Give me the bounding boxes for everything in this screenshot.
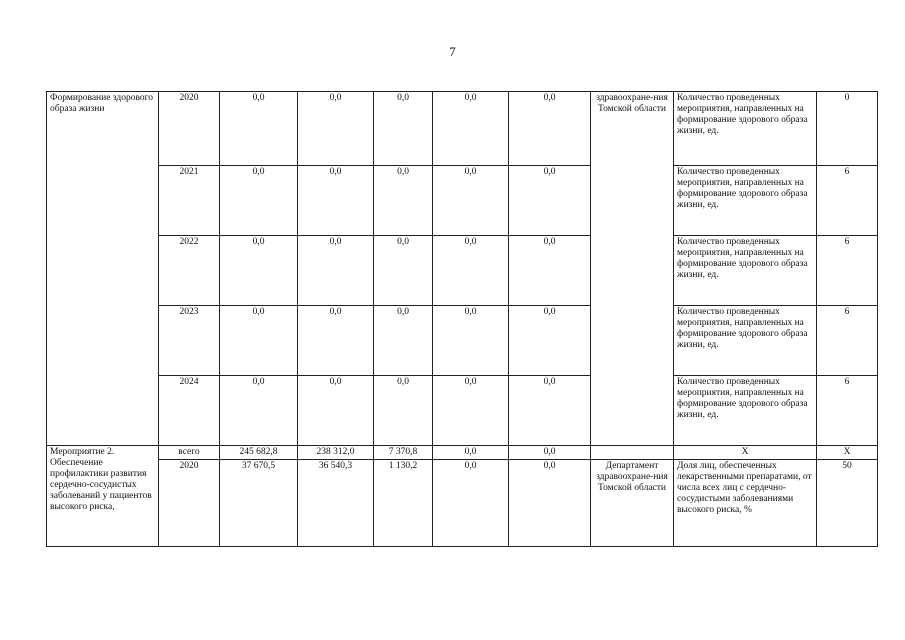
- year-cell: 2022: [159, 236, 220, 306]
- executor-cell: здравоохране-ния Томской области: [591, 92, 674, 446]
- value-cell: 0,0: [433, 166, 509, 236]
- table-row: [47, 460, 878, 547]
- table-row: [47, 376, 878, 446]
- value-cell: 37 670,5: [220, 460, 298, 547]
- executor-cell-empty: [591, 446, 674, 460]
- value-cell: 0,0: [433, 460, 509, 547]
- value-cell: 0,0: [220, 236, 298, 306]
- table-row: [47, 166, 878, 236]
- value-cell: 1 130,2: [374, 460, 433, 547]
- indicator-value: 6: [817, 306, 878, 376]
- measure-name: Мероприятие 2. Обеспечение профилактики развития сердечно-сосудистых заболеваний у пациентов высокого риска,: [47, 446, 159, 547]
- value-cell: 0,0: [433, 92, 509, 166]
- value-cell: 0,0: [509, 236, 591, 306]
- year-cell: 2023: [159, 306, 220, 376]
- value-cell: 0,0: [433, 306, 509, 376]
- value-cell: 0,0: [433, 236, 509, 306]
- indicator-value: X: [817, 446, 878, 460]
- value-cell: 7 370,8: [374, 446, 433, 460]
- value-cell: 0,0: [220, 166, 298, 236]
- value-cell: 245 682,8: [220, 446, 298, 460]
- year-cell: 2020: [159, 92, 220, 166]
- indicator-value: 6: [817, 166, 878, 236]
- indicator-value: 0: [817, 92, 878, 166]
- value-cell: 0,0: [509, 306, 591, 376]
- value-cell: 0,0: [509, 446, 591, 460]
- value-cell: 0,0: [374, 236, 433, 306]
- indicator-cell: Количество проведенных мероприятия, направленных на формирование здорового образа жизни, ед.: [674, 236, 817, 306]
- total-label: всего: [159, 446, 220, 460]
- value-cell: 0,0: [298, 376, 374, 446]
- value-cell: 0,0: [509, 166, 591, 236]
- value-cell: 0,0: [220, 92, 298, 166]
- value-cell: 0,0: [298, 236, 374, 306]
- table-row: [47, 306, 878, 376]
- value-cell: 0,0: [298, 92, 374, 166]
- value-cell: 238 312,0: [298, 446, 374, 460]
- value-cell: 0,0: [509, 460, 591, 547]
- value-cell: 0,0: [509, 92, 591, 166]
- value-cell: 0,0: [298, 306, 374, 376]
- value-cell: 0,0: [433, 446, 509, 460]
- table-row: [47, 92, 878, 166]
- indicator-value: 50: [817, 460, 878, 547]
- value-cell: 0,0: [374, 376, 433, 446]
- value-cell: 0,0: [374, 92, 433, 166]
- indicator-cell: Количество проведенных мероприятия, направленных на формирование здорового образа жизни, ед.: [674, 92, 817, 166]
- indicator-cell: Количество проведенных мероприятия, направленных на формирование здорового образа жизни, ед.: [674, 306, 817, 376]
- indicator-cell: X: [674, 446, 817, 460]
- value-cell: 0,0: [433, 376, 509, 446]
- table-row: [47, 446, 878, 460]
- value-cell: 0,0: [509, 376, 591, 446]
- table-row: [47, 236, 878, 306]
- value-cell: 36 540,3: [298, 460, 374, 547]
- executor-cell: Департамент здравоохране-ния Томской области: [591, 460, 674, 547]
- program-measures-table: [46, 91, 878, 547]
- page-number: 7: [449, 44, 456, 59]
- year-cell: 2020: [159, 460, 220, 547]
- indicator-cell: Количество проведенных мероприятия, направленных на формирование здорового образа жизни, ед.: [674, 166, 817, 236]
- year-cell: 2024: [159, 376, 220, 446]
- value-cell: 0,0: [374, 306, 433, 376]
- measure-name: Формирование здорового образа жизни: [47, 92, 159, 446]
- value-cell: 0,0: [298, 166, 374, 236]
- value-cell: 0,0: [374, 166, 433, 236]
- indicator-cell: Доля лиц, обеспеченных лекарственными препаратами, от числа всех лиц с сердечно-сосудистыми заболеваниями высокого риска, %: [674, 460, 817, 547]
- value-cell: 0,0: [220, 306, 298, 376]
- year-cell: 2021: [159, 166, 220, 236]
- value-cell: 0,0: [220, 376, 298, 446]
- indicator-cell: Количество проведенных мероприятия, направленных на формирование здорового образа жизни, ед.: [674, 376, 817, 446]
- indicator-value: 6: [817, 236, 878, 306]
- indicator-value: 6: [817, 376, 878, 446]
